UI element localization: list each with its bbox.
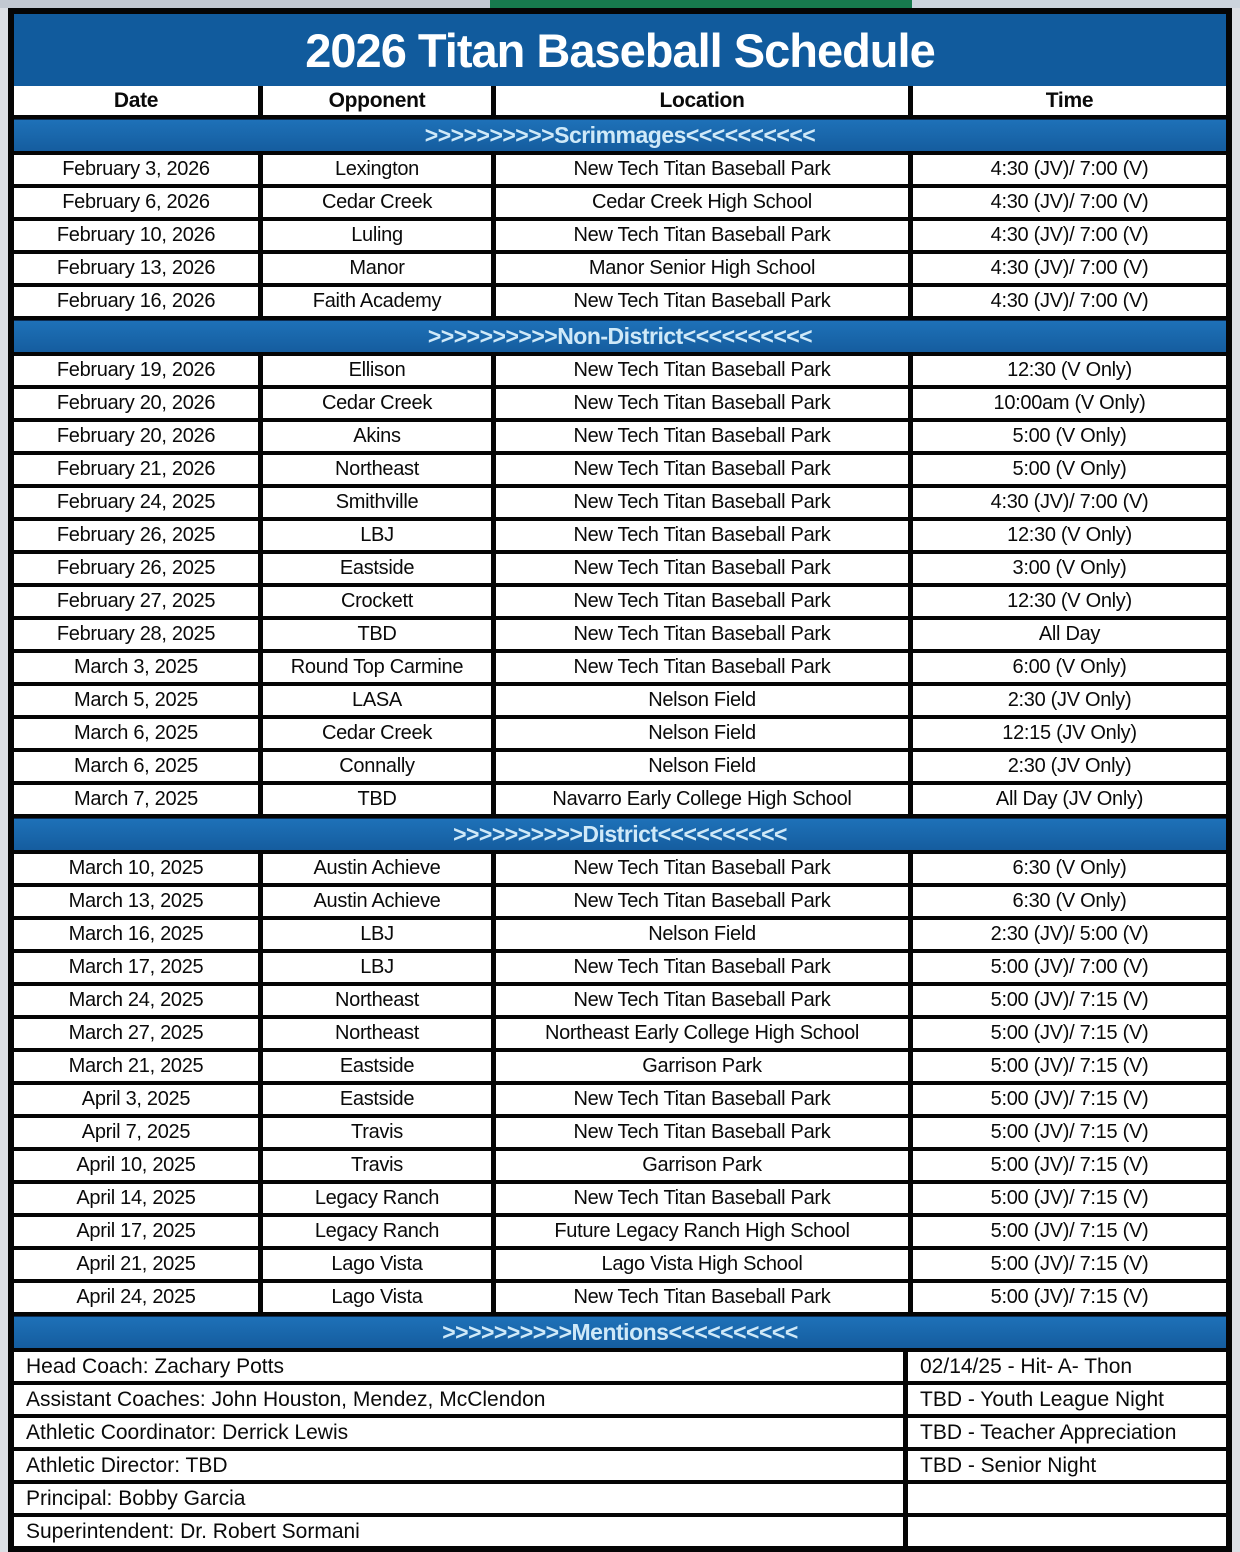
column-header-row: [14, 86, 1226, 119]
cell-date: March 7, 2025: [14, 785, 263, 814]
cell-date: March 5, 2025: [14, 686, 263, 715]
schedule-row: [14, 254, 1226, 287]
cell-location: New Tech Titan Baseball Park: [496, 422, 913, 451]
schedule-table: [8, 8, 1232, 1552]
cell-opponent: Lago Vista: [263, 1283, 496, 1312]
cell-date: April 21, 2025: [14, 1250, 263, 1279]
cell-time: 6:30 (V Only): [1012, 890, 1127, 912]
cell-location: New Tech Titan Baseball Park: [496, 455, 913, 484]
cell-opponent: Austin Achieve: [263, 854, 496, 883]
green-accent-strip: [490, 0, 912, 8]
mention-right-cell: [908, 1484, 1209, 1513]
cell-time: All Day (JV Only): [995, 788, 1144, 810]
cell-time: 12:30 (V Only): [1007, 590, 1132, 612]
cell-opponent: Faith Academy: [263, 287, 496, 316]
cell-date: March 13, 2025: [14, 887, 263, 916]
cell-time: 4:30 (JV)/ 7:00 (V): [990, 290, 1149, 312]
cell-date: February 16, 2026: [14, 287, 263, 316]
mention-right-cell: [908, 1517, 1209, 1546]
cell-location: Future Legacy Ranch High School: [496, 1217, 913, 1246]
cell-date: February 21, 2026: [14, 455, 263, 484]
schedule-row: [14, 887, 1226, 920]
schedule-row: [14, 221, 1226, 254]
schedule-row: [14, 188, 1226, 221]
cell-date: March 17, 2025: [14, 953, 263, 982]
cell-date: February 26, 2025: [14, 521, 263, 550]
cell-location: New Tech Titan Baseball Park: [496, 854, 913, 883]
cell-time: 5:00 (JV)/ 7:15 (V): [990, 989, 1149, 1011]
cell-time: 5:00 (V Only): [1012, 425, 1127, 447]
cell-date: February 13, 2026: [14, 254, 263, 283]
mentions-section-header: [14, 1316, 1226, 1352]
schedule-row: [14, 554, 1226, 587]
section-header-label: >>>>>>>>>>District<<<<<<<<<<: [453, 821, 787, 847]
cell-location: New Tech Titan Baseball Park: [496, 887, 913, 916]
cell-date: April 14, 2025: [14, 1184, 263, 1213]
mentions-header-label: >>>>>>>>>>Mentions<<<<<<<<<<: [442, 1319, 798, 1345]
schedule-row: [14, 1118, 1226, 1151]
cell-date: March 24, 2025: [14, 986, 263, 1015]
cell-location: Cedar Creek High School: [496, 188, 913, 217]
cell-date: February 10, 2026: [14, 221, 263, 250]
mentions-row: [14, 1418, 1226, 1451]
schedule-row: [14, 155, 1226, 188]
schedule-row: [14, 488, 1226, 521]
cell-location: Garrison Park: [496, 1151, 913, 1180]
cell-time: 5:00 (JV)/ 7:15 (V): [990, 1187, 1149, 1209]
cell-date: March 21, 2025: [14, 1052, 263, 1081]
mention-right-cell: TBD - Youth League Night: [920, 1387, 1165, 1411]
cell-time: 2:30 (JV)/ 5:00 (V): [990, 923, 1149, 945]
cell-opponent: LASA: [263, 686, 496, 715]
section-header-label: >>>>>>>>>>Non-District<<<<<<<<<<: [427, 323, 813, 349]
cell-location: Manor Senior High School: [496, 254, 913, 283]
schedule-row: [14, 287, 1226, 320]
cell-date: February 6, 2026: [14, 188, 263, 217]
cell-location: New Tech Titan Baseball Park: [496, 389, 913, 418]
cell-location: New Tech Titan Baseball Park: [496, 1283, 913, 1312]
cell-time: 3:00 (V Only): [1012, 557, 1127, 579]
cell-location: New Tech Titan Baseball Park: [496, 653, 913, 682]
cell-time: 5:00 (JV)/ 7:15 (V): [990, 1022, 1149, 1044]
cell-opponent: Cedar Creek: [263, 719, 496, 748]
mention-left-cell: Athletic Coordinator: Derrick Lewis: [14, 1418, 908, 1447]
cell-opponent: Manor: [263, 254, 496, 283]
schedule-row: [14, 986, 1226, 1019]
cell-location: New Tech Titan Baseball Park: [496, 287, 913, 316]
cell-location: Nelson Field: [496, 686, 913, 715]
cell-time: 6:30 (V Only): [1012, 857, 1127, 879]
mention-left-cell: Head Coach: Zachary Potts: [14, 1352, 908, 1381]
cell-opponent: Northeast: [263, 986, 496, 1015]
cell-time: 5:00 (JV)/ 7:15 (V): [990, 1253, 1149, 1275]
page-title: 2026 Titan Baseball Schedule: [305, 23, 935, 77]
schedule-row: [14, 653, 1226, 686]
cell-location: Nelson Field: [496, 752, 913, 781]
cell-date: February 24, 2025: [14, 488, 263, 517]
cell-opponent: Cedar Creek: [263, 389, 496, 418]
cell-time: 6:00 (V Only): [1012, 656, 1127, 678]
cell-opponent: Austin Achieve: [263, 887, 496, 916]
cell-time: 10:00am (V Only): [993, 392, 1146, 414]
cell-time: 2:30 (JV Only): [1007, 689, 1132, 711]
cell-time: 5:00 (JV)/ 7:15 (V): [990, 1220, 1149, 1242]
cell-time: All Day: [1038, 623, 1101, 645]
cell-opponent: Eastside: [263, 1052, 496, 1081]
cell-date: March 10, 2025: [14, 854, 263, 883]
cell-time: 4:30 (JV)/ 7:00 (V): [990, 491, 1149, 513]
cell-time: 5:00 (JV)/ 7:00 (V): [990, 956, 1149, 978]
cell-opponent: LBJ: [263, 521, 496, 550]
cell-date: March 27, 2025: [14, 1019, 263, 1048]
cell-date: February 3, 2026: [14, 155, 263, 184]
schedule-row: [14, 953, 1226, 986]
cell-date: February 20, 2026: [14, 389, 263, 418]
cell-opponent: Connally: [263, 752, 496, 781]
column-header-time: Time: [1045, 88, 1094, 112]
title-banner: [14, 14, 1226, 86]
schedule-row: [14, 752, 1226, 785]
cell-location: Nelson Field: [496, 920, 913, 949]
mentions-row: [14, 1385, 1226, 1418]
schedule-row: [14, 620, 1226, 653]
cell-time: 5:00 (JV)/ 7:15 (V): [990, 1055, 1149, 1077]
cell-opponent: Northeast: [263, 455, 496, 484]
cell-date: April 17, 2025: [14, 1217, 263, 1246]
cell-date: April 7, 2025: [14, 1118, 263, 1147]
cell-date: March 3, 2025: [14, 653, 263, 682]
mention-right-cell: TBD - Senior Night: [920, 1453, 1097, 1477]
cell-date: February 27, 2025: [14, 587, 263, 616]
cell-time: 5:00 (JV)/ 7:15 (V): [990, 1154, 1149, 1176]
section-header: [14, 119, 1226, 155]
cell-opponent: Northeast: [263, 1019, 496, 1048]
top-strip-gray-right: [912, 0, 1240, 8]
cell-location: Nelson Field: [496, 719, 913, 748]
schedule-row: [14, 422, 1226, 455]
cell-opponent: Eastside: [263, 1085, 496, 1114]
schedule-row: [14, 389, 1226, 422]
cell-time: 4:30 (JV)/ 7:00 (V): [990, 158, 1149, 180]
cell-opponent: Travis: [263, 1118, 496, 1147]
cell-location: New Tech Titan Baseball Park: [496, 554, 913, 583]
schedule-row: [14, 686, 1226, 719]
cell-opponent: TBD: [263, 620, 496, 649]
cell-location: New Tech Titan Baseball Park: [496, 1118, 913, 1147]
cell-location: Garrison Park: [496, 1052, 913, 1081]
cell-opponent: Crockett: [263, 587, 496, 616]
mentions-row: [14, 1451, 1226, 1484]
cell-location: New Tech Titan Baseball Park: [496, 587, 913, 616]
cell-opponent: Round Top Carmine: [263, 653, 496, 682]
schedule-row: [14, 587, 1226, 620]
cell-time: 12:30 (V Only): [1007, 524, 1132, 546]
cell-opponent: Lexington: [263, 155, 496, 184]
mention-left-cell: Principal: Bobby Garcia: [14, 1484, 908, 1513]
cell-date: April 3, 2025: [14, 1085, 263, 1114]
cell-time: 12:15 (JV Only): [1002, 722, 1137, 744]
cell-location: New Tech Titan Baseball Park: [496, 356, 913, 385]
cell-opponent: Luling: [263, 221, 496, 250]
cell-time: 5:00 (JV)/ 7:15 (V): [990, 1088, 1149, 1110]
cell-opponent: LBJ: [263, 920, 496, 949]
schedule-row: [14, 521, 1226, 554]
cell-location: Navarro Early College High School: [496, 785, 913, 814]
cell-location: New Tech Titan Baseball Park: [496, 953, 913, 982]
cell-time: 12:30 (V Only): [1007, 359, 1132, 381]
schedule-row: [14, 1151, 1226, 1184]
cell-opponent: Akins: [263, 422, 496, 451]
cell-time: 5:00 (JV)/ 7:15 (V): [990, 1121, 1149, 1143]
column-header-date: Date: [14, 86, 263, 115]
cell-date: April 24, 2025: [14, 1283, 263, 1312]
schedule-row: [14, 1019, 1226, 1052]
cell-opponent: LBJ: [263, 953, 496, 982]
cell-opponent: Ellison: [263, 356, 496, 385]
section-header: [14, 818, 1226, 854]
schedule-row: [14, 920, 1226, 953]
cell-location: New Tech Titan Baseball Park: [496, 986, 913, 1015]
cell-location: New Tech Titan Baseball Park: [496, 1184, 913, 1213]
section-header: [14, 320, 1226, 356]
column-header-location: Location: [496, 86, 913, 115]
cell-time: 4:30 (JV)/ 7:00 (V): [990, 224, 1149, 246]
cell-date: April 10, 2025: [14, 1151, 263, 1180]
cell-location: New Tech Titan Baseball Park: [496, 521, 913, 550]
top-strip-gray-left: [0, 0, 490, 8]
mention-left-cell: Superintendent: Dr. Robert Sormani: [14, 1517, 908, 1546]
cell-opponent: Legacy Ranch: [263, 1217, 496, 1246]
mentions-row: [14, 1352, 1226, 1385]
column-header-opponent: Opponent: [263, 86, 496, 115]
cell-opponent: Lago Vista: [263, 1250, 496, 1279]
schedule-row: [14, 1217, 1226, 1250]
schedule-row: [14, 1184, 1226, 1217]
cell-date: February 26, 2025: [14, 554, 263, 583]
cell-date: February 28, 2025: [14, 620, 263, 649]
cell-date: March 16, 2025: [14, 920, 263, 949]
cell-opponent: Travis: [263, 1151, 496, 1180]
mentions-row: [14, 1484, 1226, 1517]
cell-opponent: Cedar Creek: [263, 188, 496, 217]
cell-location: New Tech Titan Baseball Park: [496, 488, 913, 517]
cell-location: New Tech Titan Baseball Park: [496, 155, 913, 184]
mention-left-cell: Athletic Director: TBD: [14, 1451, 908, 1480]
cell-opponent: TBD: [263, 785, 496, 814]
cell-location: Northeast Early College High School: [496, 1019, 913, 1048]
cell-time: 4:30 (JV)/ 7:00 (V): [990, 191, 1149, 213]
schedule-row: [14, 719, 1226, 752]
cell-date: March 6, 2025: [14, 719, 263, 748]
schedule-row: [14, 1052, 1226, 1085]
cell-location: New Tech Titan Baseball Park: [496, 620, 913, 649]
schedule-row: [14, 356, 1226, 389]
mention-right-cell: 02/14/25 - Hit- A- Thon: [920, 1354, 1133, 1378]
mention-right-cell: TBD - Teacher Appreciation: [920, 1420, 1177, 1444]
cell-date: February 20, 2026: [14, 422, 263, 451]
cell-location: New Tech Titan Baseball Park: [496, 221, 913, 250]
cell-opponent: Eastside: [263, 554, 496, 583]
cell-location: Lago Vista High School: [496, 1250, 913, 1279]
cell-opponent: Smithville: [263, 488, 496, 517]
mention-left-cell: Assistant Coaches: John Houston, Mendez, McClendon: [14, 1385, 908, 1414]
cell-opponent: Legacy Ranch: [263, 1184, 496, 1213]
top-edge-strip: [0, 0, 1240, 8]
mentions-row: [14, 1517, 1226, 1546]
cell-time: 5:00 (V Only): [1012, 458, 1127, 480]
schedule-row: [14, 1283, 1226, 1316]
schedule-table-body: [14, 86, 1226, 1546]
schedule-row: [14, 785, 1226, 818]
section-header-label: >>>>>>>>>>Scrimmages<<<<<<<<<<: [424, 122, 816, 148]
cell-location: New Tech Titan Baseball Park: [496, 1085, 913, 1114]
schedule-row: [14, 1085, 1226, 1118]
cell-date: March 6, 2025: [14, 752, 263, 781]
cell-time: 4:30 (JV)/ 7:00 (V): [990, 257, 1149, 279]
schedule-row: [14, 1250, 1226, 1283]
cell-date: February 19, 2026: [14, 356, 263, 385]
schedule-row: [14, 455, 1226, 488]
cell-time: 2:30 (JV Only): [1007, 755, 1132, 777]
schedule-row: [14, 854, 1226, 887]
cell-time: 5:00 (JV)/ 7:15 (V): [990, 1286, 1149, 1308]
